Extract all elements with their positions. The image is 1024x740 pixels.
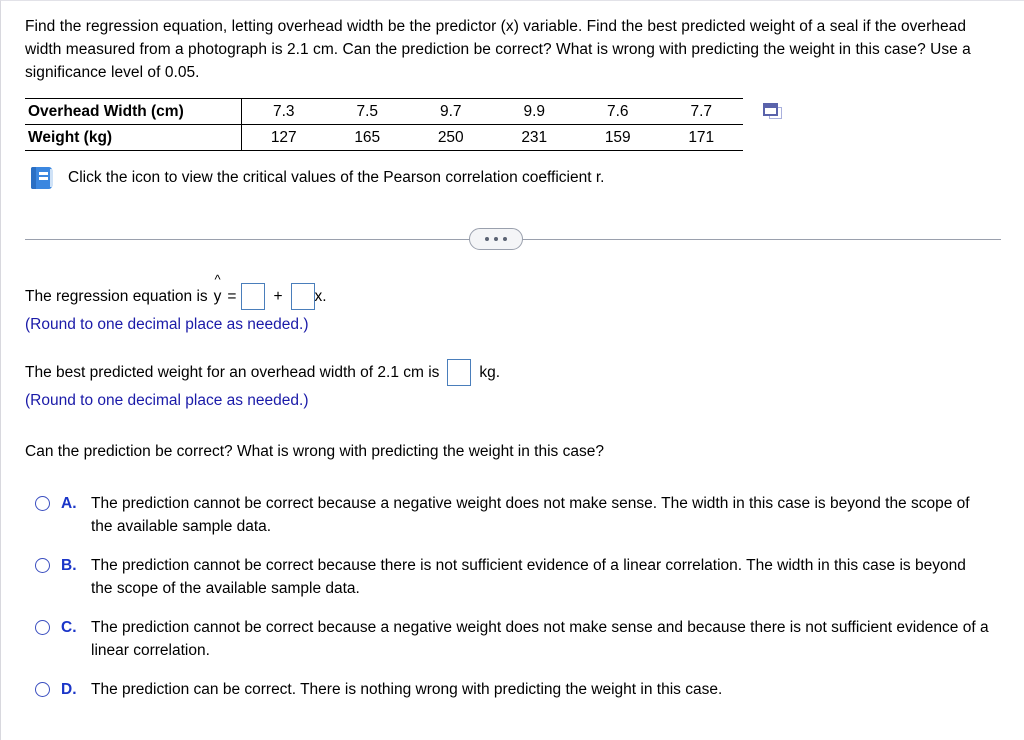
equals-sign: =: [227, 287, 237, 305]
cell-weight-2: 165: [326, 125, 410, 151]
row-label-weight: Weight (kg): [25, 125, 242, 151]
section-divider: [25, 227, 1001, 251]
book-icon-line: [39, 177, 48, 180]
choice-option-b[interactable]: [25, 554, 1001, 600]
resource-link-row[interactable]: [25, 167, 1001, 189]
predicted-weight-input[interactable]: [447, 359, 471, 386]
data-table-container: [25, 98, 785, 151]
copy-to-spreadsheet-icon[interactable]: [763, 103, 783, 121]
cell-weight-6: 171: [660, 125, 744, 151]
radio-button-a[interactable]: [35, 496, 50, 511]
copy-icon-front-sheet: [763, 103, 778, 116]
book-icon-line: [39, 172, 48, 175]
data-table: [25, 98, 743, 151]
ellipsis-dot: [503, 237, 507, 241]
cell-width-2: 7.5: [326, 99, 410, 125]
y-hat-accent: ^: [214, 271, 221, 287]
ellipsis-dot: [494, 237, 498, 241]
plus-sign: +: [273, 287, 283, 305]
row-label-overhead-width: Overhead Width (cm): [25, 99, 242, 125]
choice-letter-c: C.: [61, 619, 77, 636]
intercept-input[interactable]: [241, 283, 265, 310]
prediction-prefix: The best predicted weight for an overhead width of 2.1 cm is: [25, 363, 440, 381]
book-icon-spine: [31, 167, 36, 189]
book-icon-pages: [50, 169, 53, 187]
regression-rounding-hint: (Round to one decimal place as needed.): [25, 316, 309, 333]
followup-question: Can the prediction be correct? What is wrong with predicting the weight in this case?: [25, 443, 604, 460]
radio-button-c[interactable]: [35, 620, 50, 635]
choice-text-d: The prediction can be correct. There is nothing wrong with predicting the weight in this case.: [91, 681, 723, 698]
choice-option-d[interactable]: [25, 678, 1001, 701]
cell-width-5: 7.6: [576, 99, 660, 125]
cell-weight-3: 250: [409, 125, 493, 151]
table-row: [25, 125, 743, 151]
choice-text-a: The prediction cannot be correct because a negative weight does not make sense. The width in this case is beyond the scope of the available sample data.: [91, 495, 970, 535]
choice-text-b: The prediction cannot be correct because there is not sufficient evidence of a linear correlation. The width in this case is beyond the scope of the available sample data.: [91, 557, 966, 597]
content-area: [25, 15, 1001, 717]
cell-width-6: 7.7: [660, 99, 744, 125]
problem-statement: Find the regression equation, letting overhead width be the predictor (x) variable. Find the best predicted weight of a seal if the overhead width measured from a photograph is 2.1 cm. Can the prediction be correct? What is wrong with predicting the weight in this case? Use a significance level of 0.05.: [25, 18, 971, 81]
radio-button-b[interactable]: [35, 558, 50, 573]
y-hat-symbol: [213, 271, 223, 309]
regression-prefix: The regression equation is: [25, 287, 208, 305]
ellipsis-icon[interactable]: [469, 228, 523, 250]
regression-equation-line: [25, 271, 1001, 310]
choice-letter-d: D.: [61, 681, 77, 698]
ellipsis-dot: [485, 237, 489, 241]
choice-list: [25, 492, 1001, 701]
book-icon[interactable]: [30, 167, 54, 189]
choice-letter-b: B.: [61, 557, 77, 574]
choice-option-c[interactable]: [25, 616, 1001, 662]
choice-option-a[interactable]: [25, 492, 1001, 538]
x-suffix: x.: [314, 287, 327, 305]
cell-weight-4: 231: [493, 125, 577, 151]
choice-text-c: The prediction cannot be correct because a negative weight does not make sense and because there is not sufficient evidence of a linear correlation.: [91, 619, 989, 659]
cell-width-4: 9.9: [493, 99, 577, 125]
cell-width-1: 7.3: [242, 99, 326, 125]
prediction-rounding-hint: (Round to one decimal place as needed.): [25, 392, 309, 409]
y-hat-base: y: [213, 287, 222, 305]
cell-weight-5: 159: [576, 125, 660, 151]
cell-width-3: 9.7: [409, 99, 493, 125]
answer-section: [25, 271, 1001, 701]
resource-link-text: Click the icon to view the critical values of the Pearson correlation coefficient r.: [68, 169, 605, 186]
cell-weight-1: 127: [242, 125, 326, 151]
prediction-unit: kg.: [479, 363, 501, 381]
copy-icon-titlebar: [765, 105, 776, 108]
radio-button-d[interactable]: [35, 682, 50, 697]
table-row: [25, 99, 743, 125]
slope-input[interactable]: [291, 283, 315, 310]
choice-letter-a: A.: [61, 495, 77, 512]
prediction-line: [25, 359, 1001, 386]
